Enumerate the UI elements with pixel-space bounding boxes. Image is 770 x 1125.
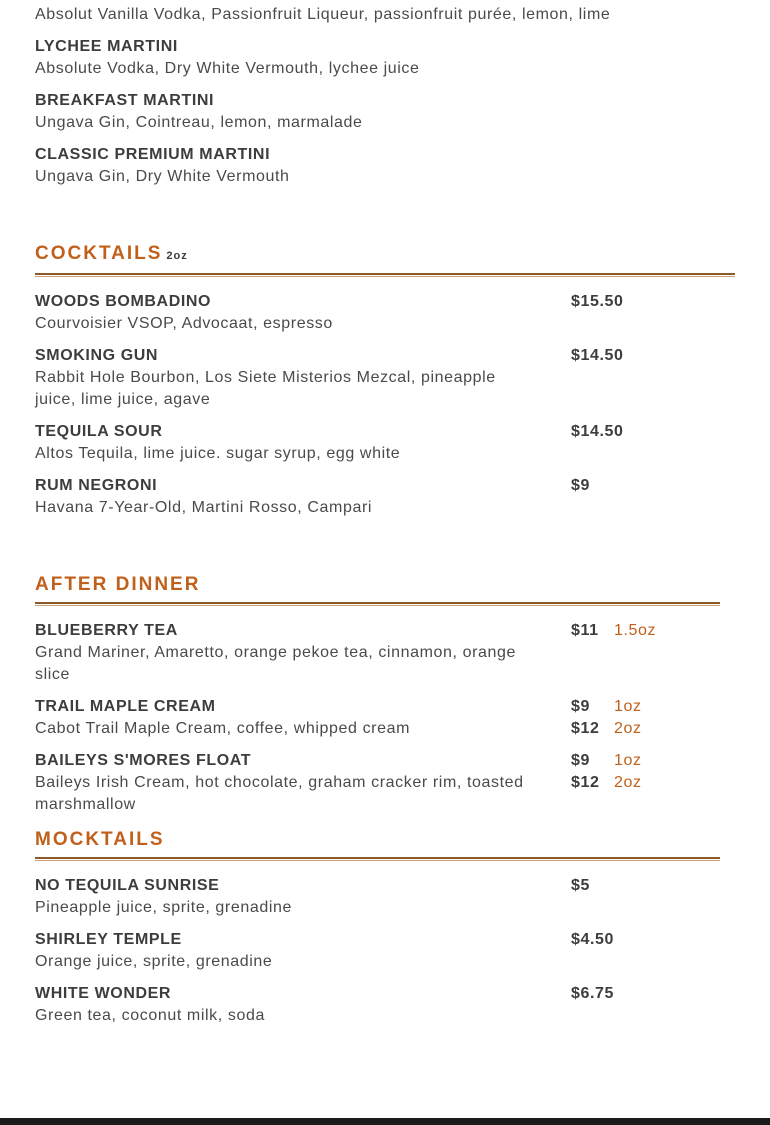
item-name: LYCHEE MARTINI <box>35 38 178 55</box>
serving-size-note: 2oz <box>166 250 188 262</box>
item-description: Altos Tequila, lime juice. sugar syrup, egg white <box>35 445 401 462</box>
item-description: Rabbit Hole Bourbon, Los Siete Misterios Mezcal, pineapple juice, lime juice, agave <box>35 369 496 408</box>
item-name: WOODS BOMBADINO <box>35 293 212 310</box>
item-description: Orange juice, sprite, grenadine <box>35 953 273 970</box>
item-price: $9 <box>571 477 590 494</box>
item-name: TEQUILA SOUR <box>35 423 163 440</box>
item-name: TRAIL MAPLE CREAM <box>35 698 216 715</box>
item-price: $11 <box>571 622 599 639</box>
item-name: RUM NEGRONI <box>35 477 158 494</box>
item-price: $12 <box>571 720 600 737</box>
section-divider <box>35 857 720 861</box>
item-size: 1.5oz <box>614 622 657 639</box>
section-title-text: COCKTAILS <box>35 243 163 264</box>
item-price: $12 <box>571 774 600 791</box>
item-description: Pineapple juice, sprite, grenadine <box>35 899 293 916</box>
footer-bar <box>0 1118 770 1125</box>
item-description: Baileys Irish Cream, hot chocolate, graham cracker rim, toasted marshmallow <box>35 774 524 813</box>
section-title-mocktails: MOCKTAILS <box>35 829 165 850</box>
item-description: Cabot Trail Maple Cream, coffee, whipped cream <box>35 720 411 737</box>
item-name: NO TEQUILA SUNRISE <box>35 877 220 894</box>
item-name: BREAKFAST MARTINI <box>35 92 215 109</box>
item-name: CLASSIC PREMIUM MARTINI <box>35 146 271 163</box>
item-description: Ungava Gin, Cointreau, lemon, marmalade <box>35 114 363 131</box>
item-price: $6.75 <box>571 985 615 1002</box>
item-description: Absolute Vodka, Dry White Vermouth, lychee juice <box>35 60 420 77</box>
item-price: $5 <box>571 877 590 894</box>
item-description: Ungava Gin, Dry White Vermouth <box>35 168 290 185</box>
item-price: $9 <box>571 752 590 769</box>
item-name: BLUEBERRY TEA <box>35 622 178 639</box>
item-description: Green tea, coconut milk, soda <box>35 1007 265 1024</box>
item-name: WHITE WONDER <box>35 985 172 1002</box>
item-description: Havana 7-Year-Old, Martini Rosso, Campari <box>35 499 373 516</box>
section-divider <box>35 273 735 277</box>
item-description: Grand Mariner, Amaretto, orange pekoe tea, cinnamon, orange slice <box>35 644 517 683</box>
item-description: Absolut Vanilla Vodka, Passionfruit Liqueur, passionfruit purée, lemon, lime <box>35 6 611 23</box>
item-size: 2oz <box>614 720 642 737</box>
item-size: 1oz <box>614 698 642 715</box>
item-price: $15.50 <box>571 293 624 310</box>
item-price: $9 <box>571 698 590 715</box>
item-price: $14.50 <box>571 347 624 364</box>
item-price: $4.50 <box>571 931 615 948</box>
item-description: Courvoisier VSOP, Advocaat, espresso <box>35 315 333 332</box>
item-size: 2oz <box>614 774 642 791</box>
item-price: $14.50 <box>571 423 624 440</box>
section-title-cocktails <box>35 242 188 268</box>
item-name: BAILEYS S'MORES FLOAT <box>35 752 252 769</box>
item-name: SHIRLEY TEMPLE <box>35 931 182 948</box>
section-title-after-dinner: AFTER DINNER <box>35 574 201 595</box>
item-size: 1oz <box>614 752 642 769</box>
item-name: SMOKING GUN <box>35 347 159 364</box>
section-divider <box>35 602 720 606</box>
